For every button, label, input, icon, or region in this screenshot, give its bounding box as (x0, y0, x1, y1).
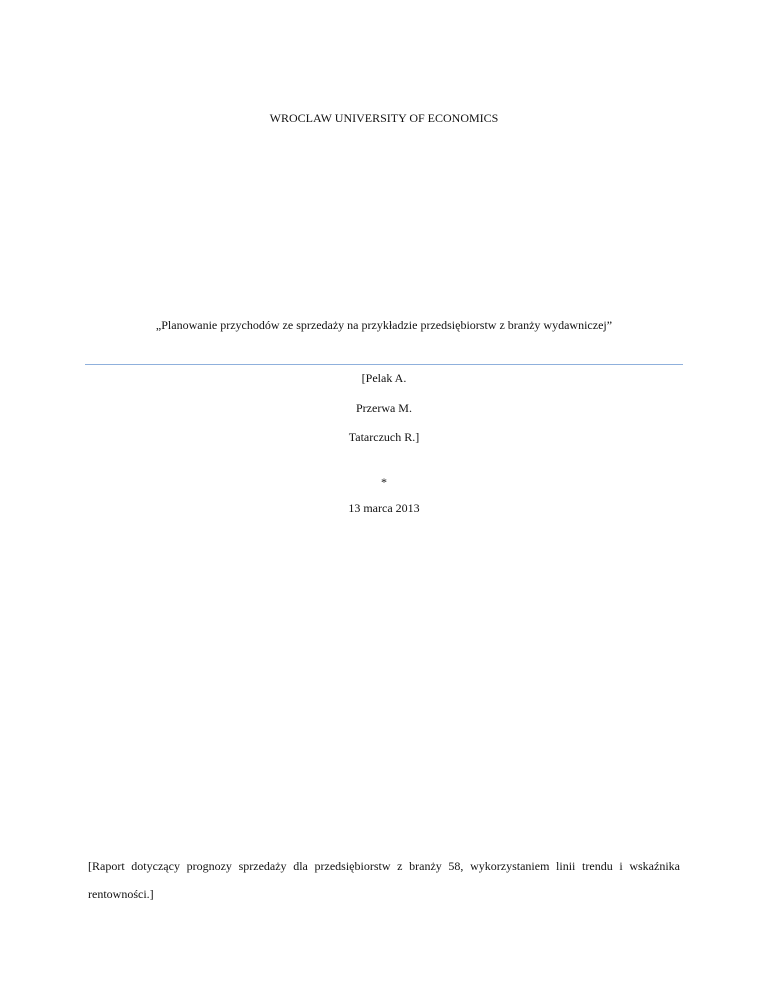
document-title: „Planowanie przychodów ze sprzedaży na przykładzie przedsiębiorstw z branży wydawniczej” (155, 318, 613, 332)
abstract-text: [Raport dotyczący prognozy sprzedaży dla przedsiębiorstw z branży 58, wykorzystaniem linii trendu i wskaźnika rentowności.] (88, 859, 680, 901)
separator-asterisk: * (381, 475, 387, 489)
title-divider (85, 364, 683, 365)
author-1: [Pelak A. (361, 371, 407, 385)
author-2: Przerwa M. (356, 401, 412, 415)
author-3: Tatarczuch R.] (348, 430, 420, 444)
university-name: WROCLAW UNIVERSITY OF ECONOMICS (269, 111, 499, 125)
document-date: 13 marca 2013 (348, 501, 420, 515)
